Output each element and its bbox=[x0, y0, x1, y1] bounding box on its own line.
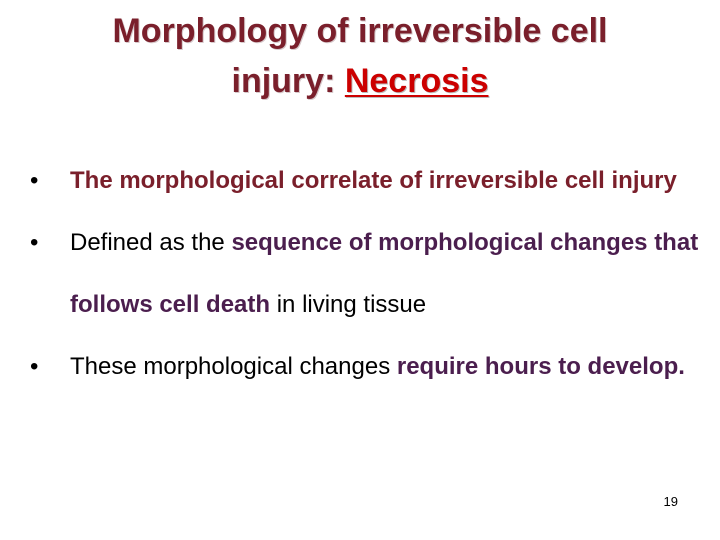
page-number: 19 bbox=[663, 494, 678, 509]
bullet-item-3 bbox=[30, 336, 700, 398]
bullet-text-2-emphasis: sequence of morphological changes that follows cell death bbox=[70, 229, 699, 318]
bullet-text-2-plain-b: in living tissue bbox=[270, 291, 427, 318]
bullet-text-3-plain: These morphological changes bbox=[70, 353, 397, 380]
bullet-item-1 bbox=[30, 150, 700, 212]
bullet-marker: • bbox=[30, 167, 39, 194]
bullet-marker: • bbox=[30, 353, 39, 380]
bullet-item-2 bbox=[30, 212, 700, 336]
slide-title bbox=[0, 6, 720, 106]
title-accent-necrosis: Necrosis bbox=[344, 62, 489, 100]
title-line1: Morphology of irreversible cell bbox=[112, 12, 608, 50]
bullet-text-2-plain-a: Defined as the bbox=[70, 229, 232, 256]
bullet-text-1: The morphological correlate of irreversible cell injury bbox=[70, 167, 677, 194]
bullet-marker: • bbox=[30, 229, 39, 256]
bullet-list bbox=[30, 150, 700, 398]
title-line2-prefix: injury: bbox=[231, 62, 345, 100]
bullet-text-3-emphasis: require hours to develop. bbox=[396, 353, 685, 380]
